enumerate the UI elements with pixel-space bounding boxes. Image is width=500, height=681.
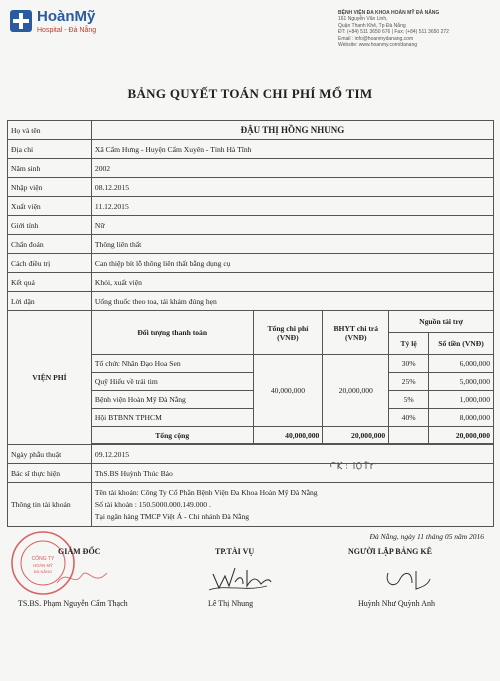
patient-row-result bbox=[8, 273, 494, 292]
preparer-title: NGƯỜI LẬP BẢNG KÊ bbox=[348, 547, 432, 556]
phone-fax: ĐT: (+84) 511 3650 676 | Fax: (+84) 511 3650 272 bbox=[338, 29, 449, 36]
total-cost: 40,000,000 bbox=[253, 355, 323, 427]
patient-gender: Nữ bbox=[91, 216, 493, 235]
label-name: Họ và tên bbox=[8, 121, 92, 140]
patient-row-admission bbox=[8, 178, 494, 197]
col-rate-header: Tỷ lệ bbox=[389, 333, 429, 355]
patient-row-name bbox=[8, 121, 494, 140]
handwritten-note bbox=[328, 458, 384, 472]
document-title: BẢNG QUYẾT TOÁN CHI PHÍ MỔ TIM bbox=[127, 86, 373, 101]
stamp-text-2: HOÀN MỸ bbox=[33, 563, 53, 568]
logo-subtitle: Hospital - Đà Nẵng bbox=[37, 27, 97, 34]
preparer-signature bbox=[382, 565, 432, 595]
preparer-name: Huỳnh Như Quỳnh Anh bbox=[358, 599, 436, 608]
email: Email : info@hoanmydanang.com bbox=[338, 35, 414, 42]
patient-row-advice bbox=[8, 292, 494, 311]
sponsor-name: Quỹ Hiếu về trái tim bbox=[91, 373, 253, 391]
sponsor-rate: 5% bbox=[389, 391, 429, 409]
director-signature-stroke bbox=[57, 573, 107, 583]
total-bhyt-sum: 20,000,000 bbox=[323, 427, 389, 444]
address-line-1: 161 Nguyễn Văn Linh, bbox=[338, 16, 388, 23]
patient-row-gender bbox=[8, 216, 494, 235]
discharge-date: 11.12.2015 bbox=[91, 197, 493, 216]
label-surgery-date: Ngày phẫu thuật bbox=[8, 445, 92, 464]
cross-icon bbox=[10, 10, 32, 32]
sponsor-name: Hội BTBNN TPHCM bbox=[91, 409, 253, 427]
account-info bbox=[91, 483, 493, 527]
hospital-name: BỆNH VIỆN ĐA KHOA HOÀN MỸ ĐÀ NẴNG bbox=[338, 10, 440, 16]
sponsor-name: Tổ chức Nhân Đạo Hoa Sen bbox=[91, 355, 253, 373]
col-funding-header: Nguồn tài trợ bbox=[389, 311, 494, 333]
patient-row-address bbox=[8, 140, 494, 159]
label-address: Địa chỉ bbox=[8, 140, 92, 159]
address-line-2: Quận Thanh Khê, Tp Đà Nẵng bbox=[338, 22, 406, 29]
surgery-date: 09.12.2015 bbox=[91, 445, 493, 464]
treatment: Can thiệp bít lỗ thông liên thất bằng dụng cụ bbox=[91, 254, 493, 273]
sponsor-amount: 8,000,000 bbox=[429, 409, 494, 427]
sponsor-amount: 6,000,000 bbox=[429, 355, 494, 373]
finance-signature-stroke bbox=[213, 568, 271, 588]
patient-name: ĐẬU THỊ HỒNG NHUNG bbox=[91, 121, 493, 140]
patient-address: Xã Cẩm Hưng - Huyện Cẩm Xuyên - Tỉnh Hà Tĩnh bbox=[91, 140, 493, 159]
surgeon-name: ThS.BS Huỳnh Thúc Bảo bbox=[91, 464, 493, 483]
finance-signature bbox=[205, 562, 275, 596]
total-label: Tổng cộng bbox=[91, 427, 253, 444]
surgery-date-row bbox=[8, 445, 494, 464]
label-diagnosis: Chẩn đoán bbox=[8, 235, 92, 254]
stamp-text-3: ĐÀ NẴNG bbox=[33, 569, 53, 574]
sponsor-rate: 30% bbox=[389, 355, 429, 373]
stamp-text-1: CÔNG TY bbox=[31, 556, 55, 562]
hospital-logo bbox=[10, 8, 140, 42]
sponsor-name: Bệnh viện Hoàn Mỹ Đà Nẵng bbox=[91, 391, 253, 409]
hospital-contact-block bbox=[338, 10, 498, 48]
account-number: Số tài khoản : 150.5000.000.149.000 . bbox=[94, 499, 211, 509]
admission-date: 08.12.2015 bbox=[91, 178, 493, 197]
patient-row-diagnosis bbox=[8, 235, 494, 254]
account-bank: Tại ngân hàng TMCP Việt Á - Chi nhánh Đà Nẵng bbox=[94, 511, 250, 521]
surgeon-row bbox=[8, 464, 494, 483]
patient-birthyear: 2002 bbox=[91, 159, 493, 178]
sign-date: Đà Nẵng, ngày 11 tháng 05 năm 2016 bbox=[369, 532, 484, 541]
fees-section-label: VIỆN PHÍ bbox=[8, 311, 92, 445]
director-signature bbox=[52, 563, 112, 593]
patient-row-birthyear bbox=[8, 159, 494, 178]
director-name: TS.BS. Phạm Nguyễn Cẩm Thạch bbox=[18, 599, 128, 608]
advice: Uống thuốc theo toa, tái khám đúng hẹn bbox=[91, 292, 493, 311]
label-discharge: Xuất viện bbox=[8, 197, 92, 216]
total-cost-sum: 40,000,000 bbox=[253, 427, 323, 444]
website: Website: www.hoanmy.com/danang bbox=[338, 42, 418, 49]
col-payer-header: Đối tượng thanh toán bbox=[91, 311, 253, 355]
label-birthyear: Năm sinh bbox=[8, 159, 92, 178]
total-amount-sum: 20,000,000 bbox=[429, 427, 494, 444]
sponsor-amount: 5,000,000 bbox=[429, 373, 494, 391]
finance-name: Lê Thị Nhung bbox=[208, 599, 254, 608]
logo-name: HoànMỹ bbox=[37, 8, 96, 25]
finance-signature-underline bbox=[209, 586, 267, 590]
fees-header-row-1 bbox=[8, 311, 494, 333]
col-bhyt-header: BHYT chi trả (VNĐ) bbox=[323, 311, 389, 355]
bhyt-paid: 20,000,000 bbox=[323, 355, 389, 427]
sponsor-amount: 1,000,000 bbox=[429, 391, 494, 409]
finance-title: TP.TÀI VỤ bbox=[215, 547, 255, 556]
label-advice: Lời dặn bbox=[8, 292, 92, 311]
col-amount-header: Số tiền (VNĐ) bbox=[429, 333, 494, 355]
settlement-table bbox=[7, 120, 494, 527]
sponsor-rate: 40% bbox=[389, 409, 429, 427]
patient-row-treatment bbox=[8, 254, 494, 273]
sponsor-rate: 25% bbox=[389, 373, 429, 391]
label-surgeon: Bác sĩ thực hiện bbox=[8, 464, 92, 483]
diagnosis: Thông liên thất bbox=[91, 235, 493, 254]
label-admission: Nhập viện bbox=[8, 178, 92, 197]
account-name: Tên tài khoản: Công Ty Cổ Phần Bệnh Viện Đa Khoa Hoàn Mỹ Đà Nẵng bbox=[94, 487, 318, 497]
label-account: Thông tin tài khoản bbox=[8, 483, 92, 527]
label-gender: Giới tính bbox=[8, 216, 92, 235]
patient-row-discharge bbox=[8, 197, 494, 216]
result: Khỏi, xuất viện bbox=[91, 273, 493, 292]
total-rate-empty bbox=[389, 427, 429, 444]
label-treatment: Cách điều trị bbox=[8, 254, 92, 273]
label-result: Kết quả bbox=[8, 273, 92, 292]
col-total-header: Tổng chi phí (VNĐ) bbox=[253, 311, 323, 355]
director-title: GIÁM ĐỐC bbox=[58, 547, 101, 556]
account-row bbox=[8, 483, 494, 527]
preparer-signature-stroke bbox=[387, 571, 430, 589]
handnote-strokes bbox=[331, 461, 376, 469]
